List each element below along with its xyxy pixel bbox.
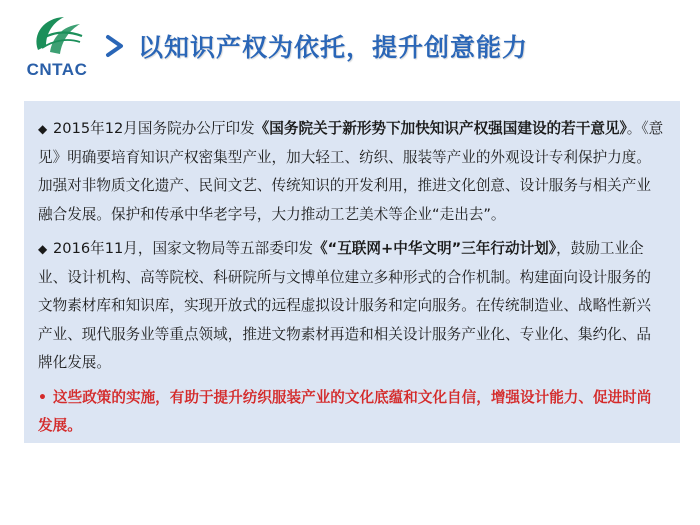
paragraph-conclusion xyxy=(38,384,664,441)
diamond-bullet-icon: ◆ xyxy=(38,242,48,256)
paragraph-text: 2016年11月，国家文物局等五部委印发 xyxy=(53,240,314,257)
chevron-right-icon xyxy=(104,34,126,58)
dot-bullet-icon: • xyxy=(38,389,47,406)
title-row xyxy=(104,26,528,66)
logo-text: CNTAC xyxy=(26,60,88,79)
paragraph-text: 2015年12月国务院办公厅印发 xyxy=(53,120,255,137)
content-box xyxy=(24,101,680,443)
paragraph-2015-policy xyxy=(38,115,664,229)
diamond-bullet-icon: ◆ xyxy=(38,122,48,136)
paragraph-2016-policy xyxy=(38,235,664,378)
page-title: 以知识产权为依托，提升创意能力 xyxy=(138,33,529,62)
cntac-logo xyxy=(18,12,96,84)
paragraph-text: 。《意见》明确要培育知识产权密集型产业，加大轻工、纺织、服装等产业的外观设计专利保护力度。加强对非物质文化遗产、民间文艺、传统知识的开发利用，推进文化创意、设计服务与相关产业融合发展。保护和传承中华老字号，大力推动工艺美术等企业“走出去”。 xyxy=(38,120,664,223)
paragraph-text: ，鼓励工业企业、设计机构、高等院校、科研院所与文博单位建立多种形式的合作机制。构建面向设计服务的文物素材库和知识库，实现开放式的远程虚拟设计服务和定向服务。在传统制造业、战略性新兴产业、现代服务业等重点领域，推进文物素材再造和相关设计服务产业化、专业化、集约化、品牌化发展。 xyxy=(38,240,651,371)
conclusion-text: 这些政策的实施，有助于提升纺织服装产业的文化底蕴和文化自信，增强设计能力、促进时尚发展。 xyxy=(38,388,652,434)
document-title: 《国务院关于新形势下加快知识产权强国建设的若干意见》 xyxy=(254,120,627,137)
document-title: 《“互联网+中华文明”三年行动计划》 xyxy=(313,240,557,257)
cntac-logo-mark-icon xyxy=(30,12,84,58)
